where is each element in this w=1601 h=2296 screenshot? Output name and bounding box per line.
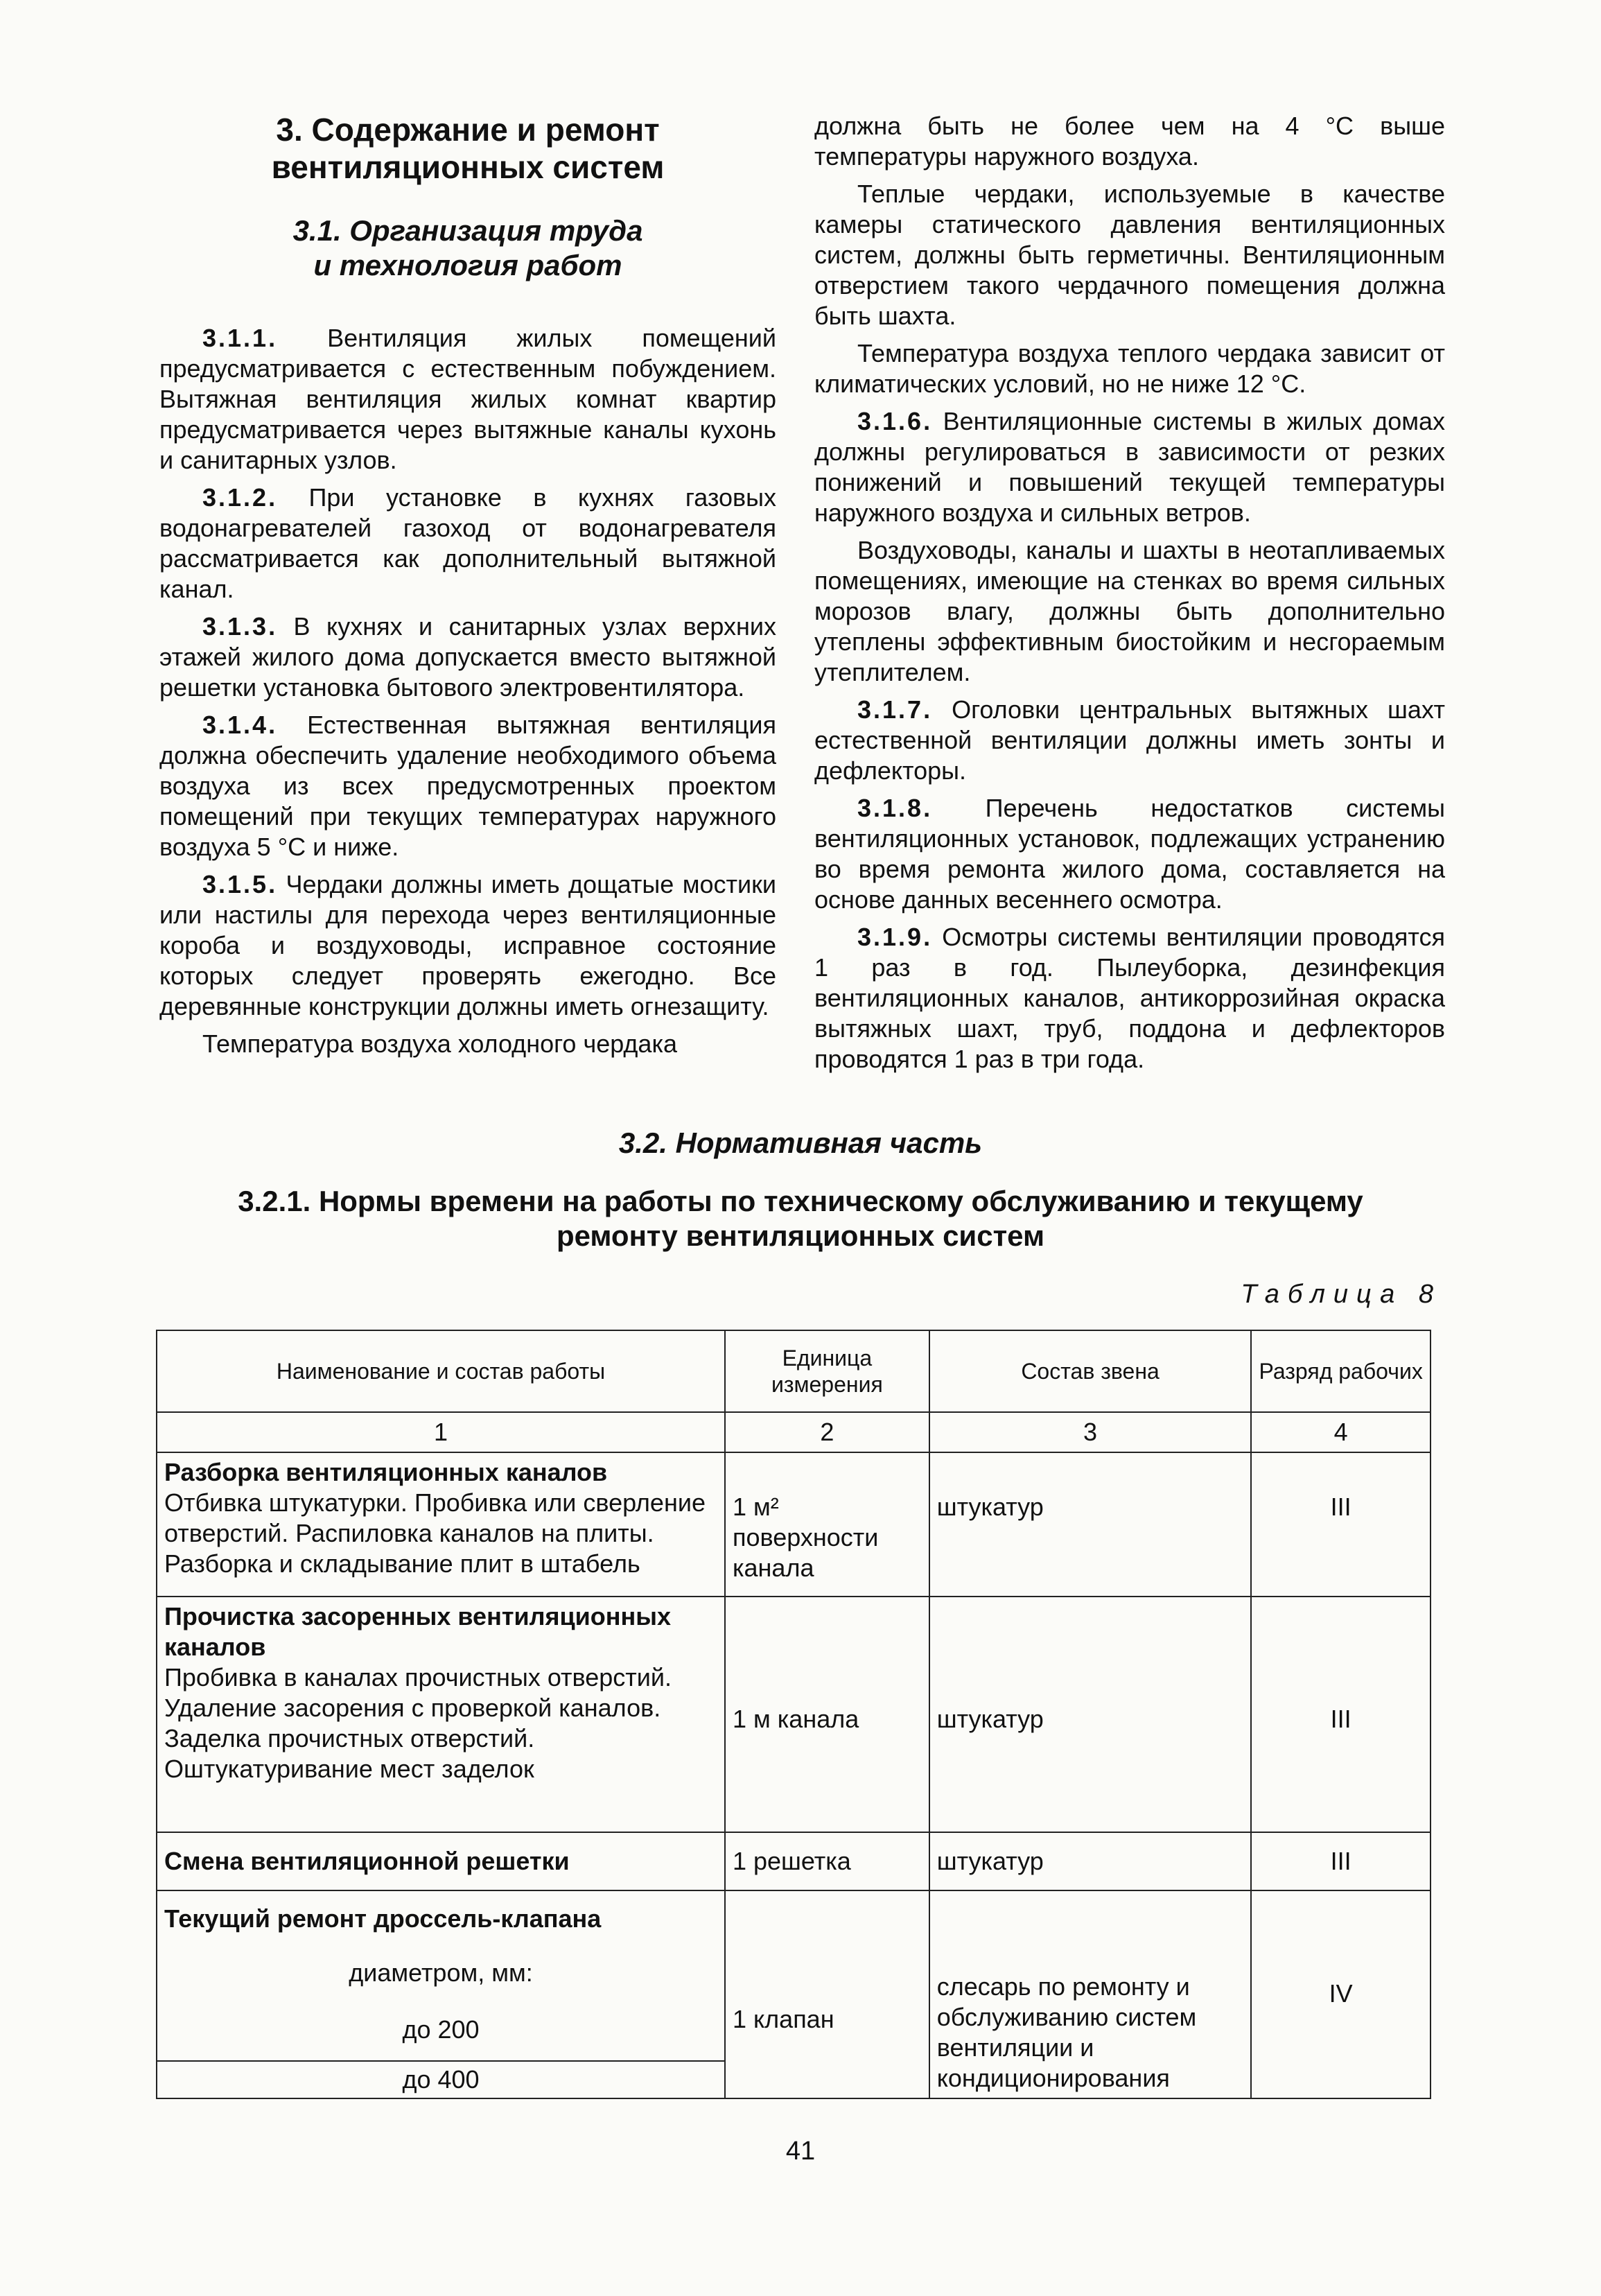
paragraph-3-1-1: 3.1.1. Вентиляция жилых помещений предусматривается с естественным побуждением. Вытяжная вентиляция жилых комнат квартир предусматривается через вытяжные каналы кухонь и санитарных узлов. <box>159 324 776 474</box>
diameter-400: до 400 <box>157 2060 724 2096</box>
section-3-2-1-heading: 3.2.1. Нормы времени на работы по техническому обслуживанию и текущему ремонту вентиляционных систем <box>238 1185 1363 1252</box>
chapter-heading: 3. Содержание и ремонт вентиляционных систем <box>271 112 665 185</box>
paragraph-ducts: Воздуховоды, каналы и шахты в неотапливаемых помещениях, имеющие на стенках во время сильных морозов влагу, должны быть дополнительно утеплены эффективным биостойким и несгораемым утеплителем. <box>814 536 1445 686</box>
diameter-label: диаметром, мм: <box>349 1958 533 1987</box>
paragraph-warm-attic-temp: Температура воздуха теплого чердака зависит от климатических условий, но не ниже 12 °С. <box>814 339 1445 398</box>
diameter-200: до 200 <box>402 2015 480 2044</box>
unit-cell: 1 клапан <box>725 1890 929 2098</box>
table-row <box>157 1890 1431 2098</box>
paragraph-3-1-7: 3.1.7. Оголовки центральных вытяжных шахт естественной вентиляции должны иметь зонты и дефлекторы. <box>814 695 1445 785</box>
grade-cell: III <box>1251 1452 1431 1597</box>
paragraph-3-1-5: 3.1.5. Чердаки должны иметь дощатые мостики или настилы для перехода через вентиляционные короба и воздуховоды, исправное состояние которых следует проверять ежегодно. Все деревянные конструкции должны иметь огнезащиту. <box>159 870 776 1020</box>
work-title: Текущий ремонт дроссель-клапана <box>164 1904 602 1933</box>
table-row <box>157 1597 1431 1832</box>
paragraph-continuation: должна быть не более чем на 4 °С выше температуры наружного воздуха. <box>814 112 1445 171</box>
grade-cell: IV <box>1251 1890 1431 2098</box>
page-number: 41 <box>785 2137 816 2166</box>
paragraph-cold-attic: Температура воздуха холодного чердака <box>202 1029 678 1058</box>
header-unit: Единица измерения <box>725 1330 929 1412</box>
crew-cell: слесарь по ремонту и обслуживанию систем вентиляции и кондиционирования <box>929 1890 1252 2098</box>
paragraph-warm-attic: Теплые чердаки, используемые в качестве камеры статического давления вентиляционных систем, должны быть герметичны. Вентиляционным отверстием такого чердачного помещения должна быть шахта. <box>814 180 1445 330</box>
header-crew: Состав звена <box>929 1330 1252 1412</box>
crew-cell: штукатур <box>929 1452 1252 1597</box>
table-row <box>157 1832 1431 1890</box>
header-work: Наименование и состав работы <box>157 1330 725 1412</box>
grade-cell: III <box>1251 1597 1431 1832</box>
paragraph-3-1-4: 3.1.4. Естественная вытяжная вентиляция должна обеспечить удаление необходимого объема воздуха из всех предусмотренных проектом помещений при текущих температурах наружного воздуха 5 °С и ниже. <box>159 711 776 861</box>
unit-cell: 1 м² поверхности канала <box>725 1452 929 1597</box>
table-header-row <box>157 1330 1431 1412</box>
paragraph-3-1-6: 3.1.6. Вентиляционные системы в жилых домах должны регулироваться в зависимости от резких понижений и повышений текущей температуры наружного воздуха и сильных ветров. <box>814 407 1445 527</box>
subsection-heading: 3.1. Организация труда и технология работ <box>292 214 643 281</box>
paragraph-3-1-9: 3.1.9. Осмотры системы вентиляции проводятся 1 раз в год. Пылеуборка, дезинфекция вентиляционных каналов, антикоррозийная окраска вытяжных шахт, труб, поддона и дефлекторов проводятся 1 раз в три года. <box>814 923 1445 1073</box>
table-row <box>157 1452 1431 1597</box>
header-grade: Разряд рабочих <box>1251 1330 1431 1412</box>
table-index-row: 1 2 3 4 <box>157 1412 1431 1452</box>
paragraph-3-1-2: 3.1.2. При установке в кухнях газовых водонагревателей газоход от водонагревателя рассматривается как дополнительный вытяжной канал. <box>159 483 776 603</box>
work-title: Прочистка засоренных вентиляционных каналов <box>164 1602 671 1661</box>
work-description: Отбивка штукатурки. Пробивка или сверление отверстий. Распиловка каналов на плиты. Разборка и складывание плит в штабель <box>164 1488 706 1578</box>
right-column <box>814 111 1445 1075</box>
table-caption: Таблица 8 <box>1241 1280 1442 1309</box>
crew-cell: штукатур <box>929 1597 1252 1832</box>
work-title: Смена вентиляционной решетки <box>164 1847 570 1875</box>
work-description: Пробивка в каналах прочистных отверстий. Удаление засорения с проверкой каналов. Заделка прочистных отверстий. Оштукатуривание мест заделок <box>164 1663 672 1783</box>
grade-cell: III <box>1251 1832 1431 1890</box>
work-title: Разборка вентиляционных каналов <box>164 1458 608 1486</box>
paragraph-3-1-3: 3.1.3. В кухнях и санитарных узлах верхних этажей жилого дома допускается вместо вытяжной решетки установка бытового электровентилятора. <box>159 612 776 702</box>
crew-cell: штукатур <box>929 1832 1252 1890</box>
unit-cell: 1 м канала <box>725 1597 929 1832</box>
left-column <box>159 111 776 1059</box>
unit-cell: 1 решетка <box>725 1832 929 1890</box>
norms-table <box>156 1330 1431 2099</box>
section-3-2-heading: 3.2. Нормативная часть <box>618 1127 983 1159</box>
paragraph-3-1-8: 3.1.8. Перечень недостатков системы вентиляционных установок, подлежащих устранению во время ремонта жилого дома, составляется на основе данных весеннего осмотра. <box>814 794 1445 914</box>
